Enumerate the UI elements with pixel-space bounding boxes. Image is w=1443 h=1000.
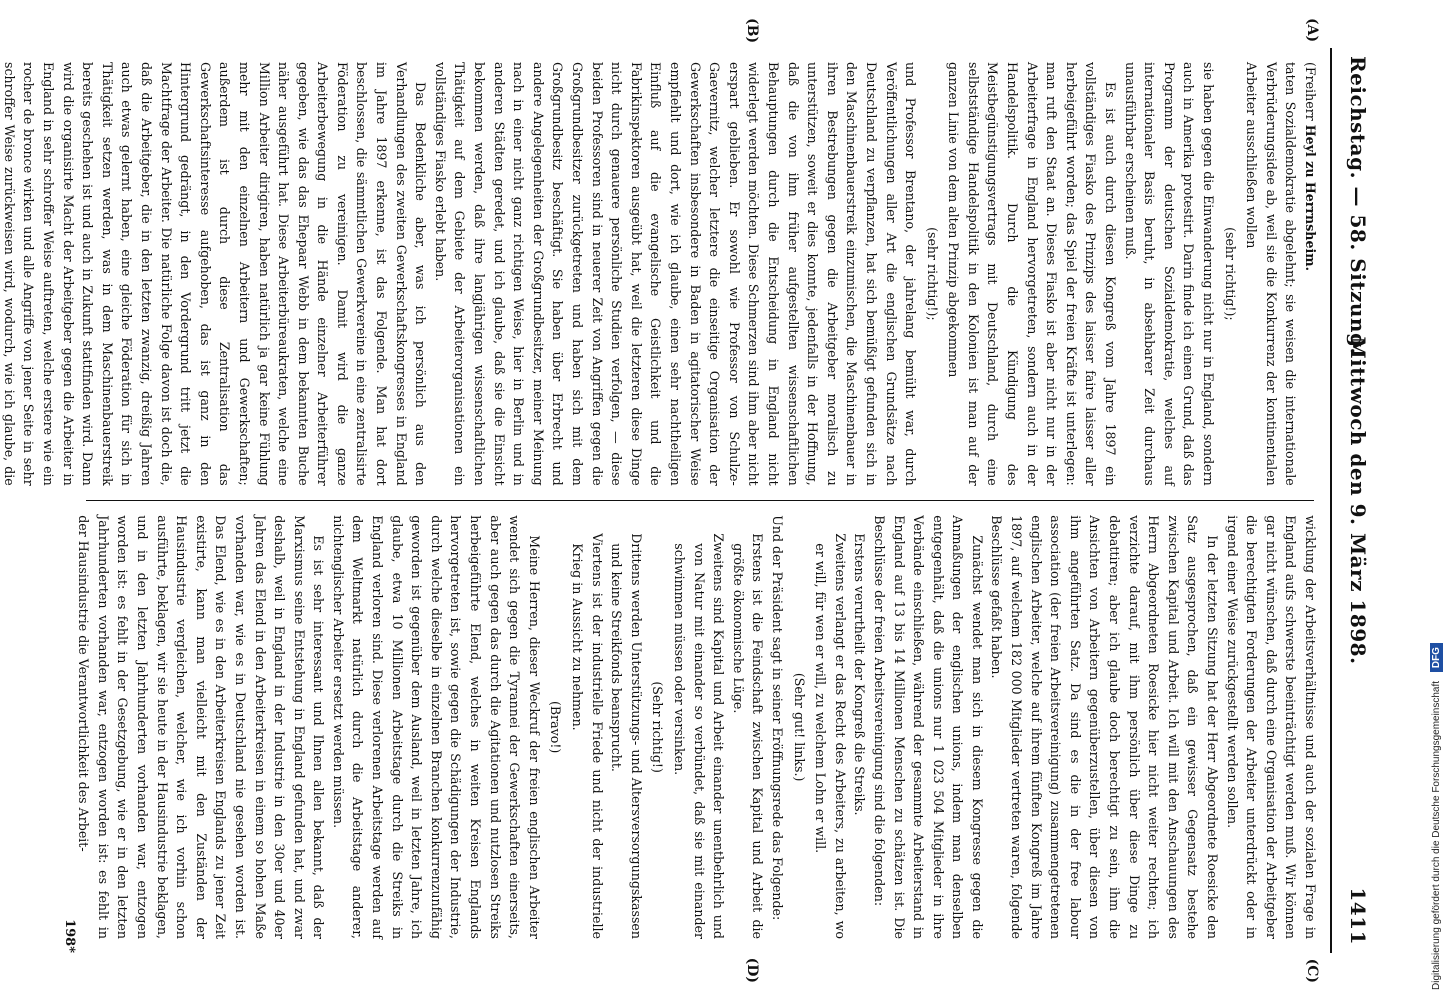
interjection: (Sehr richtig!) — [650, 681, 666, 773]
interjection: (sehr richtig!); — [1222, 227, 1238, 321]
paragraph: taten Sozialdemokratie abgelehnt; sie weisen die internationale Verbrüderungsidee ab, weil sie die Konkurrenz der kontinentalen Arbeiter ausschließen wollen — [1244, 62, 1299, 486]
interjection: (Bravo!) — [548, 700, 564, 754]
speaker-prefix: (Freiherr — [1303, 62, 1318, 121]
list-item: Zweitens sind Kapital und Arbeit einander unentbehrlich und von Natur mit einander so verbündet, daß sie mit einander schwimmen müssen oder versinken. — [672, 533, 727, 939]
paragraph: und Professor Brentano, der jahrelang bemüht war, durch Veröffentlichungen aller Art die englischen Grundsätze nach Deutschland zu verpflanzen, hat sich bemüßigt gefunden sich in den Maschinenbauerstreik einzumischen, die Maschinenbauer in ihren Bestrebungen gegen die Arbeitgeber moralisch zu unterstützen, soweit er dies konnte, jedenfalls in der Hoffnung, daß die von ihm früher aufgestellten wissenschaftlichen Behauptungen durch die Entscheidung in England nicht widerlegt werden möchten. Diese Schmerzen sind ihm aber nicht erspart geblieben. Er sowohl wie Professor von Schulze-Gaevernitz, welcher letztere die einseitige Organisation der Gewerkschaften insbesondere in Baden in agitatorischer Weise empfiehlt und dort, wie ich glaube, einen sehr nachtheiligen Einfluß auf die evangelische Geistlichkeit und die Fabrikinspektoren ausgeübt hat, weil die letzteren diese Dinge nicht durch genauere persönliche Studien verfolgen, — diese beiden Professoren sind in neuerer Zeit von Angriffen gegen die Großgrundbesitzer zurückgetreten und haben sich mit dem Großgrundbesitz beschäftigt. Sie haben über Erbrecht und andere Angelegenheiten der Großgrundbesitzer, meiner Meinung nach in einer nicht ganz richtigen Weise, hier in Berlin und in anderen Städten geredet, und ich glaube, daß sie die Einsicht bekommen werden, daß ihre langjährigen wissenschaftlichen Thätigkeit auf dem Gebiete der Arbeiterorganisationen ein vollständiges Fiasko erlebt haben. — [432, 62, 919, 486]
paragraph: Das Bedenkliche aber, was ich persönlich aus den Verhandlungen des zweiten Gewerkschaftskongresses in England im Jahre 1897 erkenne, ist das Folgende. Man hat dort beschlossen, die sämmtlichen Gewerkvereine in eine zentralisirte Föderation zu vereinigen. Damit wird die ganze Arbeiterbewegung in die Hände einzelner Arbeiterführer gegeben, wie das das Ehepaar Webb in dem bekannten Buche näher ausgeführt hat. Diese Arbeiterbüreaukraten, welche eine Million Arbeiter dirigiren, haben natürlich ja gar keine Fühlung mehr mit den einzelnen Arbeitern und Gewerkschaften; außerdem ist durch diese Zentralisation das Gewerkschaftsinteresse aufgehoben, das ist ganz in den Hintergrund gedrängt, in den Vordergrund tritt jetzt die Machtfrage der Arbeiter. Die natürliche Folge davon ist doch die, daß die Arbeitgeber, die in den letzten zwanzig, dreißig Jahren auch etwas gelernt haben, eine gleiche Föderation für sich in Thätigkeit setzen werden, was in dem Maschinenbauerstreik bereits geschehen ist und auch in Zukunft stattfinden wird. Dann wird die organisirte Macht der Arbeitgeber gegen die Arbeiter in England in sehr schroffer Weise auftreten, welche erstere wie ein rocher de bronce wirken und alle Angriffe von jener Seite in sehr schroffer Weise zurückweisen wird, wodurch, wie ich glaube, die — [1, 62, 429, 486]
page-header — [1330, 48, 1376, 953]
margin-letter-a: (A) — [1304, 18, 1320, 43]
right-column — [76, 501, 1320, 953]
interjection: (Sehr gut! links.) — [791, 672, 807, 782]
paragraph: Und der Präsident sagt in seiner Eröffnungsrede das Folgende: — [769, 515, 785, 921]
header-date: Mittwoch den 9. März 1898. — [1346, 336, 1370, 665]
paragraph: Es ist sehr interessant und Ihnen allen bekannt, daß der Marxismus seine Entstehung in England gefunden hat, und zwar deshalb, weil in England in der Industrie in den 30er und 40er Jahren das Elend in den Arbeiterkreisen in einem so hohen Maße vorhanden war, wie es in Deutschland nie gesehen worden ist. Das Elend, wie es in den Arbeiterkreisen Englands zu jener Zeit existirte, kann man vielleicht mit den Zuständen der Hausindustrie vergleichen, welcher, wie ich vorhin schon ausführte, beklagen, wir sie heute in der Hausindustrie beklagen, und in den letzten Jahrhunderten vorhanden war, entzogen worden ist: es fehlt in der Gesetzgebung, wie er in den letzten Jahrhunderten vorhanden war, entzogen worden ist: es fehlt in der Hausindustrie die Verantwortlichkeit des Arbeit- — [76, 515, 327, 939]
paragraph: Meine Herren, dieser Weckruf der freien englischen Arbeiter wendet sich gegen die Tyrannei der Gewerkschaften einerseits, aber auch gegen das durch die Agitationen und nutzlosen Streiks herbeigeführte Elend, welches in weiten Kreisen Englands hervorgetreten ist, sowie gegen die Schädigungen der Industrie, durch welche dieselbe in einzelnen Branchen konkurrenzunfähig geworden ist gegenüber dem Ausland, weil in letzten Jahre, ich glaube, etwa 10 Millionen Arbeitstage durch die Streiks in England verloren sind. Diese verlorenen Arbeitstage werden auf dem Weltmarkt natürlich durch die Arbeitstage anderer, nichtenglischer Arbeiter ersetzt werden müssen. — [330, 515, 542, 939]
interjection: (sehr richtig!); — [924, 227, 940, 321]
header-page-number: 1411 — [1346, 887, 1370, 945]
list-item: Viertens ist der industrielle Friede und nicht der industrielle Krieg in Aussicht zu nehmen. — [570, 533, 605, 939]
digitization-credit — [1430, 643, 1443, 990]
paragraph: In der letzten Sitzung hat der Herr Abgeordnete Roesicke den Satz ausgesprochen, daß ein gewisser Gegensatz bestehe zwischen Kapital und Arbeit. Ich will mit den Anschauungen des Herrn Abgeordneten Roesicke hier nicht weiter rechten; ich verzichte darauf, mit ihm persönlich über diese Dinge zu debattiren; aber ich glaube doch berechtigt zu sein, ihm die Ansichten von Arbeitern gegenüberzustellen, über diesen von ihm angeführten Satz. Da sind es die in der free labour association (der freien Arbeitsvereinigung) zusammengetretenen englischen Arbeiter, welche auf ihrem fünften Kongreß im Jahre 1897, auf welchem 182 000 Mitglieder vertreten waren, folgende Beschlüsse gefaßt haben. — [989, 515, 1221, 939]
list-item: Erstens ist die Feindschaft zwischen Kapital und Arbeit die größte ökonomische Lüge. — [730, 533, 766, 939]
newspaper-page — [1, 8, 1392, 993]
header-session: Reichstag. — 58. Sitzung. — [1346, 56, 1370, 355]
margin-letter-d: (D) — [744, 957, 760, 983]
margin-letter-c: (C) — [1304, 958, 1320, 983]
speaker-line — [1300, 62, 1320, 486]
list-item: Drittens werden Unterstützungs- und Altersversorgungskassen und keine Streikfonds beansprucht. — [609, 533, 644, 939]
credit-text: Digitalisierung gefördert durch die Deutsche Forschungsgemeinschaft — [1431, 680, 1442, 990]
list-item: Zweitens verlangt er das Recht des Arbeiters, zu arbeiten, wo er will, für wen er will, zu welchem Lohn er will. — [813, 533, 848, 939]
paragraph: wicklung der Arbeitsverhältnisse und auch der sozialen Frage in England aufs schwerste beeinträchtigt werden muß. Wir können gar nicht wünschen, daß durch eine Organisation der Arbeitgeber die berechtigten Forderungen der Arbeiter unterdrückt oder in irgend einer Weise zurückgestellt werden sollen. — [1224, 515, 1318, 939]
paragraph: sie haben gegen die Einwanderung nicht nur in England, sondern auch in Amerika protestirt. Darin finde ich einen Grund, daß das Programm der deutschen Sozialdemokratie, welches auf internationaler Basis beruht, in absehbarer Zeit durchaus unausführbar erscheinen muß. — [1122, 62, 1217, 486]
left-column — [1, 48, 1320, 500]
signature-mark: 198* — [62, 919, 77, 953]
paragraph: Zunächst wendet man sich in diesem Kongresse gegen die Anmaßungen der englischen unions, indem man denselben entgegenhält, daß die unions nur 1 023 504 Mitglieder in ihre Verbände einschließen, während der gesammte Arbeiterstand in England auf 13 bis 14 Millionen Menschen zu schätzen ist. Die Beschlüsse der freien Arbeitsvereinigung sind die folgenden: — [871, 515, 985, 939]
list-item: Erstens verurtheilt der Kongreß die Streiks. — [852, 533, 868, 816]
paragraph: Es ist auch durch diesen Kongreß vom Jahre 1897 ein vollständiges Fiasko des Prinzips des laisser faire laisser aller herbeigeführt worden; das Spiel der freien Kräfte ist unterlegen: man ruft den Staat an. Dieses Fiasko ist aber nicht nur in der Arbeiterfrage in England hervorgetreten, sondern auch in der Handelspolitik. Durch die Kündigung des Meistbegünstigungsvertrags mit Deutschland, durch eine selbstständige Handelspolitik in den Kolonien ist man auf der ganzen Linie von dem alten Prinzip abgekommen — [946, 62, 1119, 486]
margin-letter-b: (B) — [744, 18, 760, 44]
dfg-logo: DFG — [1430, 643, 1443, 672]
speaker-name: Heyl zu Herrnsheim. — [1303, 124, 1318, 271]
